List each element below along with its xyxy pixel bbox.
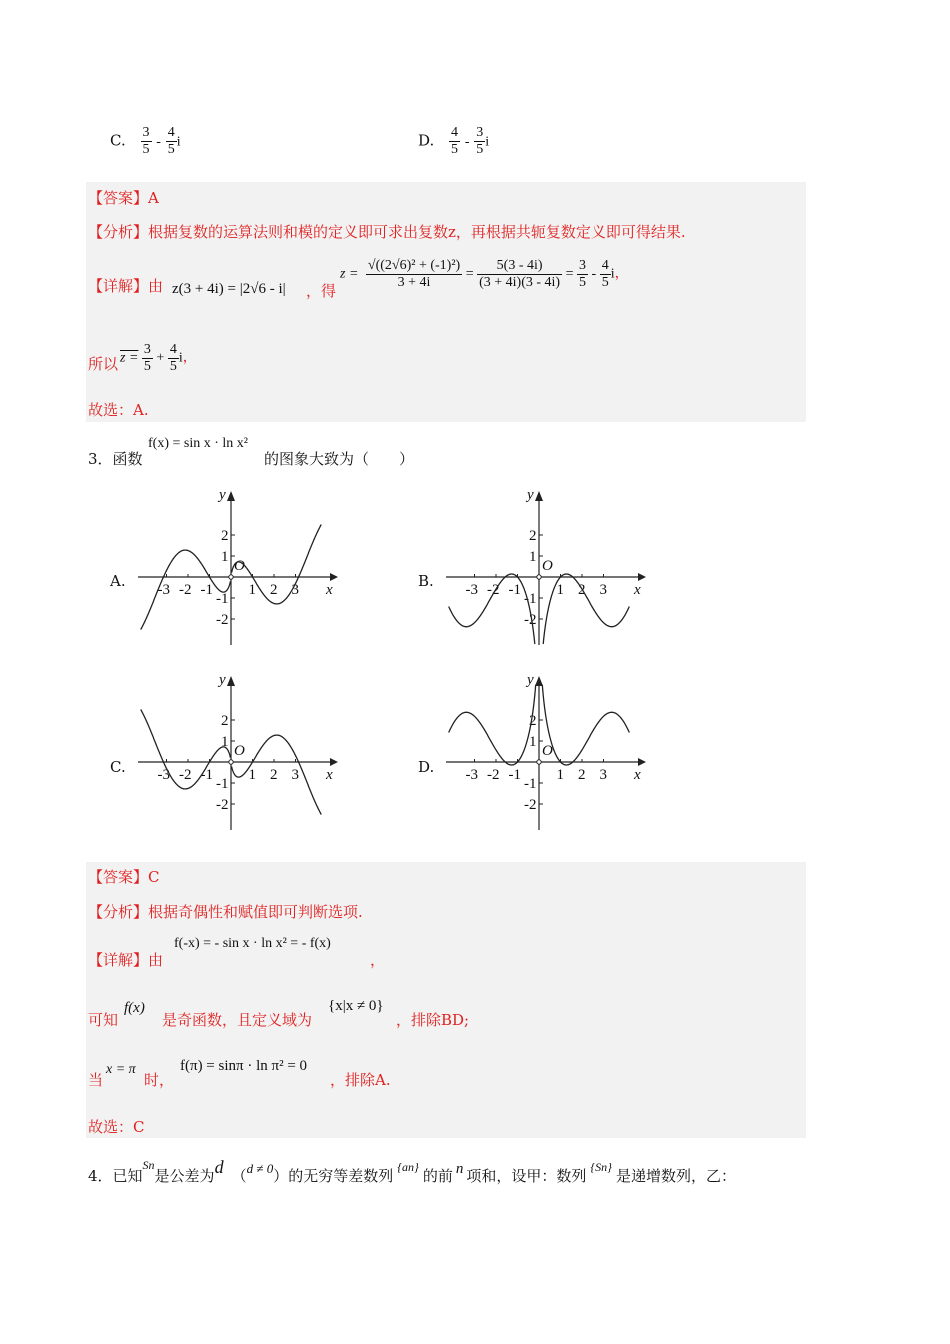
detail-prefix: 由 <box>148 951 164 969</box>
option-label: D. <box>418 131 435 150</box>
q2-so-prefix: 所以 <box>88 355 119 373</box>
denominator: (3 + 4i)(3 - 4i) <box>479 275 561 290</box>
x-tick-label: 3 <box>599 767 607 783</box>
numerator: 3 <box>579 258 587 273</box>
q2-solution-box <box>86 182 806 422</box>
y-tick-label: -2 <box>216 612 229 628</box>
q3-analysis <box>88 902 363 922</box>
x-axis-arrow <box>330 758 338 766</box>
graph-b <box>438 485 653 650</box>
analysis-text: 根据奇偶性和赋值即可判断选项. <box>148 903 363 921</box>
x-tick-label: -2 <box>487 582 500 598</box>
y-tick-label: 1 <box>529 549 537 565</box>
x-axis-arrow <box>638 758 646 766</box>
y-tick-label: 2 <box>529 528 537 544</box>
x-tick-label: 1 <box>556 767 564 783</box>
numerator: 3 <box>143 342 151 357</box>
numerator: 4 <box>167 125 175 140</box>
y-axis-arrow <box>227 491 235 501</box>
punct: ， <box>614 266 629 282</box>
q4-number: 4．已知 <box>88 1167 143 1185</box>
q3-line3-c: ，排除A. <box>330 1071 391 1089</box>
detail-prefix: 由 <box>148 277 164 295</box>
q2-choose: 故选：A. <box>88 401 149 419</box>
q3-line2-b: 是奇函数，且定义域为 <box>162 1011 313 1029</box>
graph-a <box>130 485 345 650</box>
q2-detail-label <box>88 276 163 296</box>
q3-number: 3．函数 <box>88 450 143 468</box>
numerator: √((2√6)² + (-1)²) <box>367 258 461 273</box>
text-2: （ <box>231 1167 247 1185</box>
q2-option-d <box>418 125 489 158</box>
x-tick-label: -3 <box>157 582 170 598</box>
text-1: 是公差为 <box>154 1167 215 1185</box>
graph-a-label: A. <box>110 572 126 590</box>
denominator: 3 + 4i <box>397 275 431 290</box>
x-tick-label: 1 <box>556 582 564 598</box>
detail-tag: 【详解】 <box>88 951 149 969</box>
y-tick-label: -1 <box>524 776 537 792</box>
x-tick-label: -2 <box>179 767 192 783</box>
x-tick-label: 1 <box>248 582 256 598</box>
x-tick-label: 2 <box>578 767 586 783</box>
x-axis-label: x <box>634 767 641 783</box>
y-tick-label: 1 <box>529 734 537 750</box>
q3-choose: 故选：C <box>88 1118 145 1136</box>
y-axis-label: y <box>219 487 226 503</box>
x-tick-label: 1 <box>248 767 256 783</box>
x-tick-label: -2 <box>487 767 500 783</box>
numerator: 4 <box>169 342 177 357</box>
q2-analysis <box>88 222 686 242</box>
function-curve <box>543 574 629 644</box>
sn-symbol: Sn <box>142 1158 155 1172</box>
q2-so-formula <box>120 342 197 375</box>
x-axis-label: x <box>634 582 641 598</box>
n-symbol: n <box>455 1161 464 1177</box>
q3-answer <box>88 867 160 887</box>
y-tick-label: 1 <box>221 549 229 565</box>
x-axis-arrow <box>330 573 338 581</box>
origin-point <box>229 760 233 764</box>
denominator: 5 <box>143 359 151 374</box>
q3-stem-suffix: 的图象大致为（ ） <box>264 450 415 468</box>
q3-detail-end: ， <box>370 951 386 969</box>
q3-line3-eq: f(π) = sinπ · ln π² = 0 <box>180 1058 308 1074</box>
y-axis-arrow <box>227 676 235 686</box>
d-condition: d ≠ 0 <box>246 1161 274 1176</box>
graph-d-label: D. <box>418 758 435 776</box>
numerator: 3 <box>142 125 150 140</box>
y-tick-label: -2 <box>524 797 537 813</box>
text-3: ）的无穷等差数列 <box>273 1167 394 1185</box>
q4-stem <box>88 1157 736 1187</box>
x-tick-label: 3 <box>291 582 299 598</box>
y-axis-label: y <box>527 672 534 688</box>
analysis-tag: 【分析】 <box>88 223 149 241</box>
imag-unit: i <box>610 266 615 282</box>
answer-value: C <box>148 868 160 886</box>
x-tick-label: 2 <box>578 582 586 598</box>
x-tick-label: -3 <box>157 767 170 783</box>
q3-line2-set: {x|x ≠ 0} <box>328 998 384 1014</box>
q2-option-c <box>110 125 181 158</box>
denominator: 5 <box>451 142 459 157</box>
answer-tag: 【答案】 <box>88 189 149 207</box>
x-tick-label: -1 <box>200 582 213 598</box>
graph-b-label: B. <box>418 572 434 590</box>
origin-point <box>229 575 233 579</box>
q2-detail-eq1: z(3 + 4i) = |2√6 - i| <box>172 281 286 297</box>
q3-line2-a: 可知 <box>88 1011 119 1029</box>
z-bar-equals: z = <box>120 350 139 366</box>
detail-tag: 【详解】 <box>88 277 149 295</box>
operator: - <box>156 134 161 150</box>
q3-detail-label <box>88 950 163 970</box>
q2-detail-mid: ，得 <box>306 282 337 300</box>
operator: - <box>591 266 597 282</box>
d-symbol: d <box>214 1157 224 1177</box>
q3-line3-b: 时， <box>144 1071 175 1089</box>
y-axis-label: y <box>527 487 534 503</box>
y-tick-label: 2 <box>221 713 229 729</box>
function-curve <box>542 685 629 765</box>
option-label: C. <box>110 131 126 150</box>
y-axis-label: y <box>219 672 226 688</box>
x-tick-label: -1 <box>508 582 521 598</box>
function-curve <box>449 685 536 765</box>
y-tick-label: 2 <box>529 713 537 729</box>
x-tick-label: 3 <box>599 582 607 598</box>
y-tick-label: -2 <box>216 797 229 813</box>
x-tick-label: -3 <box>465 582 478 598</box>
x-tick-label: -2 <box>179 582 192 598</box>
x-tick-label: -1 <box>200 767 213 783</box>
text-6: 是递增数列，乙： <box>615 1167 736 1185</box>
denominator: 5 <box>169 359 177 374</box>
denominator: 5 <box>167 142 175 157</box>
analysis-text: 根据复数的运算法则和模的定义即可求出复数z，再根据共轭复数定义即可得结果. <box>148 223 686 241</box>
origin-label: O <box>542 743 553 759</box>
q3-line2-c: ，排除BD; <box>396 1011 470 1029</box>
denominator: 5 <box>601 275 609 290</box>
x-tick-label: 2 <box>270 582 278 598</box>
imag-unit: i <box>176 134 181 150</box>
graph-d <box>438 670 653 835</box>
numerator: 3 <box>476 125 484 140</box>
x-tick-label: 3 <box>291 767 299 783</box>
origin-label: O <box>234 558 245 574</box>
answer-value: A <box>148 189 159 207</box>
x-axis-label: x <box>326 582 333 598</box>
imag-unit: i <box>485 134 490 150</box>
x-axis-arrow <box>638 573 646 581</box>
punct: ， <box>182 350 197 366</box>
y-tick-label: 1 <box>221 734 229 750</box>
origin-label: O <box>542 558 553 574</box>
x-tick-label: -3 <box>465 767 478 783</box>
text-4: 的前 <box>422 1167 453 1185</box>
q2-detail-formula: z = $\frac{\text{√((2√6)² + (-1)²)}}{3 + 4i}$ = $\frac{5(3 - 4i)}{(3 + 4i)(3 - 4i)}$ = $\frac{3}{5}$ - $\frac{4}{5}$ i， <box>340 258 629 290</box>
x-axis-label: x <box>326 767 333 783</box>
imag-unit: i <box>178 350 183 366</box>
x-tick-label: -1 <box>508 767 521 783</box>
q3-detail-eq: f(-x) = - sin x · ln x² = - f(x) <box>174 936 331 951</box>
y-tick-label: -1 <box>524 591 537 607</box>
y-tick-label: 2 <box>221 528 229 544</box>
answer-tag: 【答案】 <box>88 868 149 886</box>
y-axis-arrow <box>535 491 543 501</box>
y-tick-label: -1 <box>216 591 229 607</box>
q3-line3-a: 当 <box>88 1071 104 1089</box>
origin-point <box>537 575 541 579</box>
q2-answer <box>88 188 159 208</box>
y-tick-label: -1 <box>216 776 229 792</box>
analysis-tag: 【分析】 <box>88 903 149 921</box>
an-sequence: {an} <box>397 1160 419 1174</box>
numerator: 4 <box>601 258 609 273</box>
operator: + <box>156 350 165 366</box>
origin-label: O <box>234 743 245 759</box>
q3-line2-f: f(x) <box>124 1000 145 1016</box>
numerator: 4 <box>451 125 459 140</box>
q3-function: f(x) = sin x · ln x² <box>148 436 248 451</box>
denominator: 5 <box>476 142 484 157</box>
text-5: 项和，设甲：数列 <box>466 1167 587 1185</box>
graph-c <box>130 670 345 835</box>
y-axis-arrow <box>535 676 543 686</box>
origin-point <box>537 760 541 764</box>
q3-line3-x: x = π <box>106 1062 136 1077</box>
denominator: 5 <box>579 275 587 290</box>
graph-c-label: C. <box>110 758 126 776</box>
y-tick-label: -2 <box>524 612 537 628</box>
denominator: 5 <box>142 142 150 157</box>
sn-sequence: {Sn} <box>590 1160 612 1174</box>
numerator: 5(3 - 4i) <box>477 258 562 275</box>
z-equals: z = <box>340 266 359 282</box>
operator: - <box>464 134 470 150</box>
x-tick-label: 2 <box>270 767 278 783</box>
